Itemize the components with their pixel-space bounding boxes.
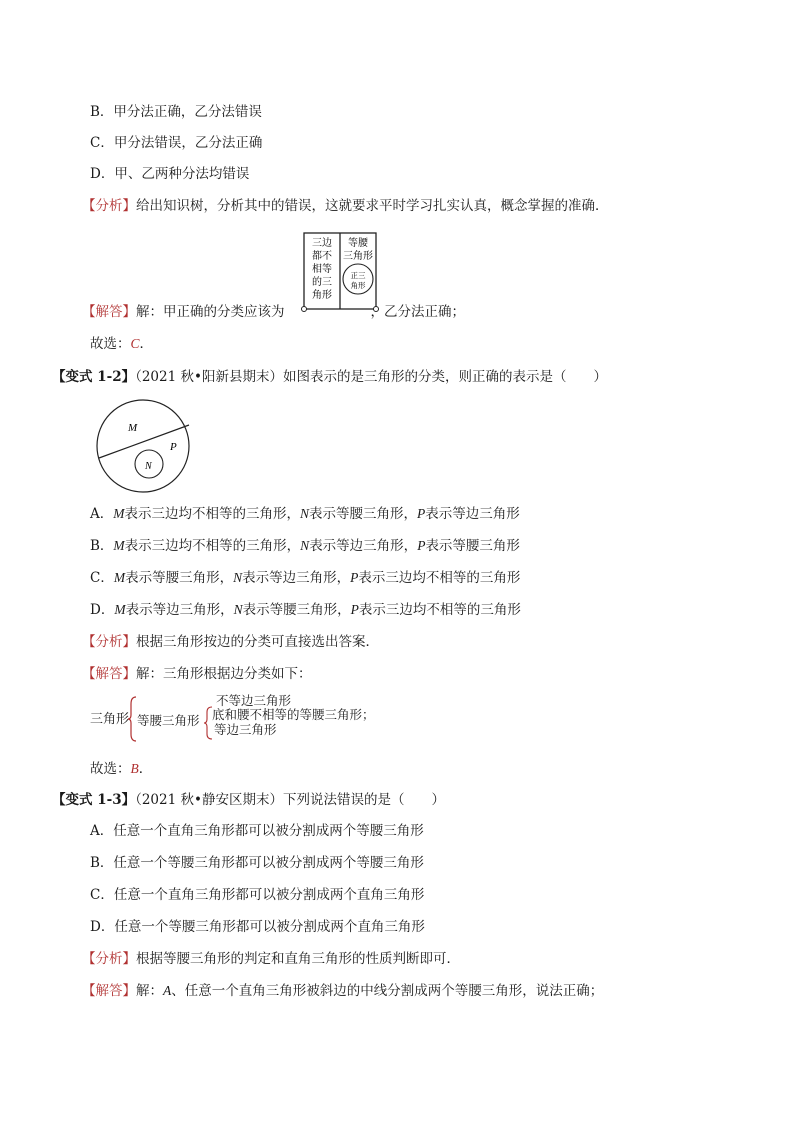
option-letter: C． xyxy=(90,570,114,586)
var-p: P xyxy=(417,506,426,521)
choose-answer: C xyxy=(130,336,140,351)
variant-tag: 【变式 1-3】 xyxy=(52,792,136,808)
variant-tag: 【变式 1-2】 xyxy=(52,369,136,385)
analysis-tag: 【分析】 xyxy=(82,634,136,650)
option-text: 表示三边均不相等的三角形 xyxy=(358,570,521,586)
analysis-tag: 【分析】 xyxy=(82,951,136,967)
q2-choose-line xyxy=(90,760,152,778)
diagram-left-label-1: 三边 xyxy=(312,238,332,249)
analysis-tag: 【分析】 xyxy=(82,198,136,214)
var-p: P xyxy=(350,570,359,585)
answer-tag: 【解答】 xyxy=(82,666,136,682)
answer-text: 、任意一个直角三角形被斜边的中线分割成两个等腰三角形，说法正确； xyxy=(171,983,604,999)
question-stem: 下列说法错误的是（ ） xyxy=(282,792,445,808)
var-p: P xyxy=(417,538,426,553)
tree-sub1 xyxy=(212,708,375,722)
tree-sub2: 等边三角形 xyxy=(214,722,277,737)
option-text: 表示三边均不相等的三角形， xyxy=(124,506,300,522)
q2-analysis-line xyxy=(82,633,379,651)
q3-option-c: C．任意一个直角三角形都可以被分割成两个直角三角形 xyxy=(90,887,425,903)
var-n: N xyxy=(233,602,243,617)
classification-diagram xyxy=(298,231,382,313)
option-text: 表示等边三角形 xyxy=(425,506,520,522)
q2-option-a xyxy=(90,505,520,523)
tree-tail: ； xyxy=(362,707,375,722)
option-d: D．甲、乙两种分法均错误 xyxy=(90,166,250,182)
option-letter: D． xyxy=(90,602,115,618)
diagram-right-label-2: 三角形 xyxy=(343,251,373,262)
q2-option-d xyxy=(90,601,521,619)
option-text: 表示等边三角形， xyxy=(242,570,351,586)
option-text: 表示三边均不相等的三角形， xyxy=(124,538,301,554)
var-n: N xyxy=(300,506,310,521)
question-source: （2021 秋•静安区期末） xyxy=(135,792,283,808)
diagram-circle-label-2: 角形 xyxy=(350,281,366,290)
q2-option-c xyxy=(90,569,520,587)
tree-root: 三角形 xyxy=(90,712,130,727)
answer-letter: A xyxy=(163,983,172,998)
answer-text: 解：三角形根据边分类如下： xyxy=(136,666,312,682)
var-m: M xyxy=(113,506,125,521)
diagram-right-label-1: 等腰 xyxy=(348,238,368,249)
q3-analysis-line xyxy=(82,950,460,968)
var-m: M xyxy=(113,538,125,553)
tree-top: 不等边三角形 xyxy=(216,693,292,708)
label-n: N xyxy=(145,461,152,472)
q3-option-d: D．任意一个等腰三角形都可以被分割成两个直角三角形 xyxy=(90,919,425,935)
var-m: M xyxy=(113,570,126,585)
option-b: B．甲分法正确，乙分法错误 xyxy=(90,104,262,120)
answer-tag: 【解答】 xyxy=(82,983,136,999)
choose-line xyxy=(90,335,153,353)
analysis-text: 根据三角形按边的分类可直接选出答案． xyxy=(136,634,379,650)
answer-prefix: 解： xyxy=(136,983,163,999)
question-header xyxy=(52,368,607,386)
choose-prefix: 故选： xyxy=(90,336,131,352)
option-letter: A． xyxy=(90,506,114,522)
answer-tag: 【解答】 xyxy=(82,304,136,320)
tree-sub1-text: 底和腰不相等的等腰三角形 xyxy=(212,707,363,722)
var-n: N xyxy=(233,570,243,585)
choose-prefix: 故选： xyxy=(90,761,131,777)
option-letter: B． xyxy=(90,538,114,554)
option-text: 表示等腰三角形， xyxy=(125,570,234,586)
option-text: 表示等腰三角形， xyxy=(242,602,351,618)
analysis-line xyxy=(82,197,609,215)
answer-suffix: ，乙分法正确； xyxy=(370,304,465,320)
option-text: 表示等边三角形， xyxy=(125,602,234,618)
label-m: M xyxy=(128,422,138,434)
choose-suffix: ． xyxy=(139,336,154,352)
option-text: 表示三边均不相等的三角形 xyxy=(358,602,521,618)
var-n: N xyxy=(300,538,310,553)
label-p: P xyxy=(170,441,177,453)
diagram-left-label-5: 角形 xyxy=(312,290,332,301)
option-text: 表示等腰三角形 xyxy=(425,538,520,554)
choose-suffix: ． xyxy=(138,761,153,777)
answer-line xyxy=(82,303,465,321)
option-text: 表示等边三角形， xyxy=(309,538,418,554)
option-text: 表示等腰三角形， xyxy=(309,506,418,522)
circle-classification-figure xyxy=(88,398,198,494)
q3-option-a: A．任意一个直角三角形都可以被分割成两个等腰三角形 xyxy=(90,823,424,839)
diagram-left-label-4: 的三 xyxy=(312,277,332,288)
q2-option-b xyxy=(90,537,520,555)
choose-answer: B xyxy=(130,761,139,776)
diagram-left-label-2: 都不 xyxy=(312,251,332,262)
question-stem: 如图表示的是三角形的分类，则正确的表示是（ ） xyxy=(282,369,607,385)
analysis-text: 根据等腰三角形的判定和直角三角形的性质判断即可． xyxy=(136,951,460,967)
tree-middle: 等腰三角形 xyxy=(137,713,200,728)
diagram-circle-label-1: 正三 xyxy=(350,271,366,280)
q3-option-b: B．任意一个等腰三角形都可以被分割成两个等腰三角形 xyxy=(90,855,424,871)
q3-header xyxy=(52,791,445,809)
diagram-left-label-3: 相等 xyxy=(312,264,332,275)
option-c: C．甲分法错误，乙分法正确 xyxy=(90,135,263,151)
var-m: M xyxy=(114,602,126,617)
question-source: （2021 秋•阳新县期末） xyxy=(135,369,283,385)
q3-answer-line xyxy=(82,982,603,1000)
analysis-text: 给出知识树，分析其中的错误，这就要求平时学习扎实认真，概念掌握的准确． xyxy=(136,198,609,214)
var-p: P xyxy=(350,602,359,617)
q2-answer-line xyxy=(82,665,312,683)
answer-prefix: 解：甲正确的分类应该为 xyxy=(136,304,285,320)
